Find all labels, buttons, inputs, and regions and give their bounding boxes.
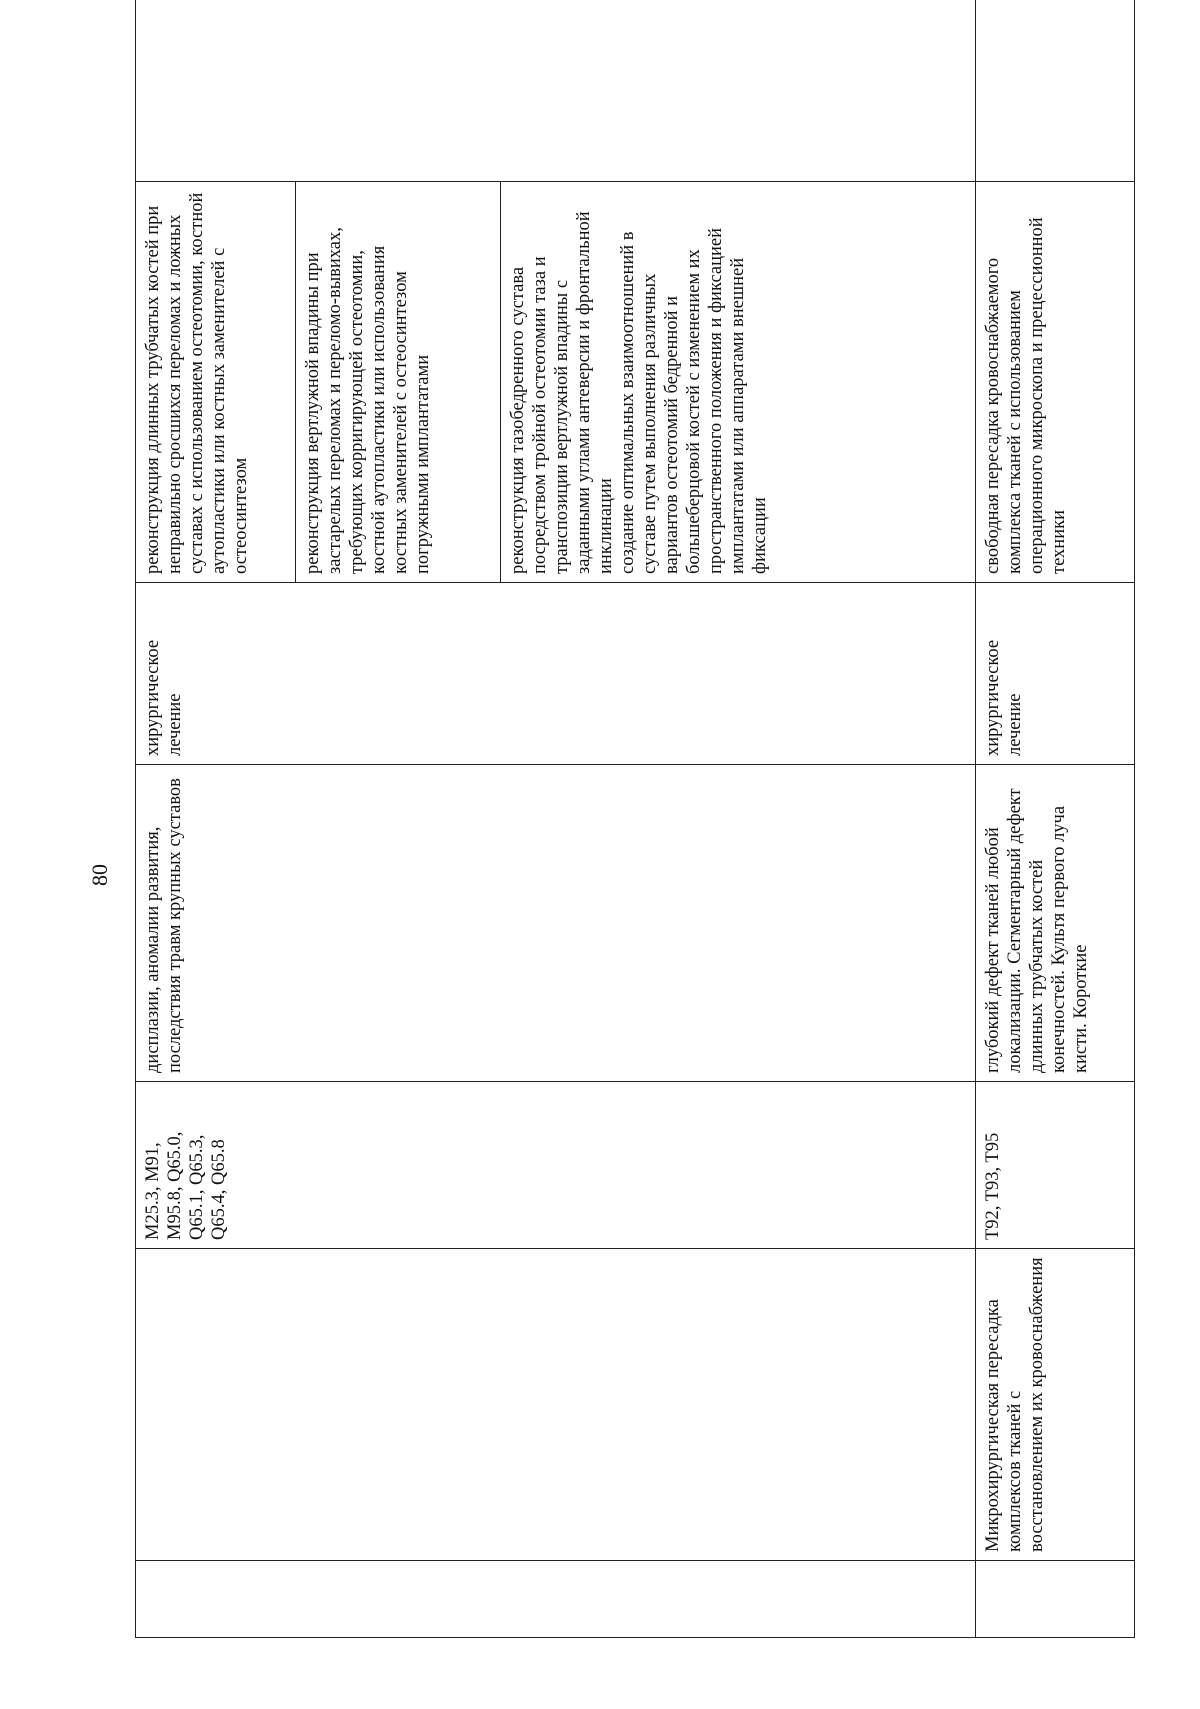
row-number-cell (976, 1561, 1135, 1638)
diagnosis-codes-cell: T92, T93, T95 (976, 1082, 1135, 1249)
table-row (976, 0, 1135, 1638)
rotated-table-container (135, 58, 1135, 1638)
treatment-type-cell: хирургическое лечение (976, 583, 1135, 765)
method-item: реконструкция вертлужной впадины при застарелых переломах и переломо-вывихах, требующих корригирующей остеотомии, костной аутопластики или использования костных заменителей с остеосинтезом погружными имплантатами (296, 182, 501, 582)
model-description-cell: дисплазии, аномалии развития, последствия травм крупных суставов (136, 765, 976, 1082)
model-description-cell: глубокий дефект тканей любой локализации. Сегментарный дефект длинных трубчатых костей конечностей. Культя первого луча кисти. Короткие (976, 765, 1135, 1082)
method-item: реконструкция тазобедренного сустава посредством тройной остеотомии таза и транспозиции вертлужной впадины с заданными углами антеверсии и фронтальной инклинации создание оптимальных взаимоотношений в суставе путем выполнения различных вариантов остеотомий бедренной и большеберцовой костей с изменением их пространственного положения и фиксацией имплантатами или аппаратами внешней фиксации (508, 211, 770, 574)
table-row (136, 0, 976, 1638)
treatment-methods-cell: свободная пересадка кровоснабжаемого комплекса тканей с использованием операционного микроскопа и прецессионной техники (976, 182, 1135, 583)
row-number-cell (136, 1561, 976, 1638)
medical-services-table (135, 0, 1135, 1638)
cost-cell (136, 0, 976, 182)
cost-cell (976, 0, 1135, 182)
page-number: 80 (87, 864, 112, 886)
treatment-type-cell: хирургическое лечение (136, 583, 976, 765)
method-item: реконструкция длинных трубчатых костей при неправильно сросшихся переломах и ложных суставах с использованием остеотомии, костной аутопластики или костных заменителей с остеосинтезом (136, 182, 296, 582)
treatment-methods-cell (136, 182, 976, 583)
service-name-cell: Микрохирургическая пересадка комплексов тканей с восстановлением их кровоснабжения (976, 1249, 1135, 1561)
service-name-cell (136, 1249, 976, 1561)
diagnosis-codes-cell: M25.3, M91, M95.8, Q65.0, Q65.1, Q65.3, Q65.4, Q65.8 (136, 1082, 976, 1249)
